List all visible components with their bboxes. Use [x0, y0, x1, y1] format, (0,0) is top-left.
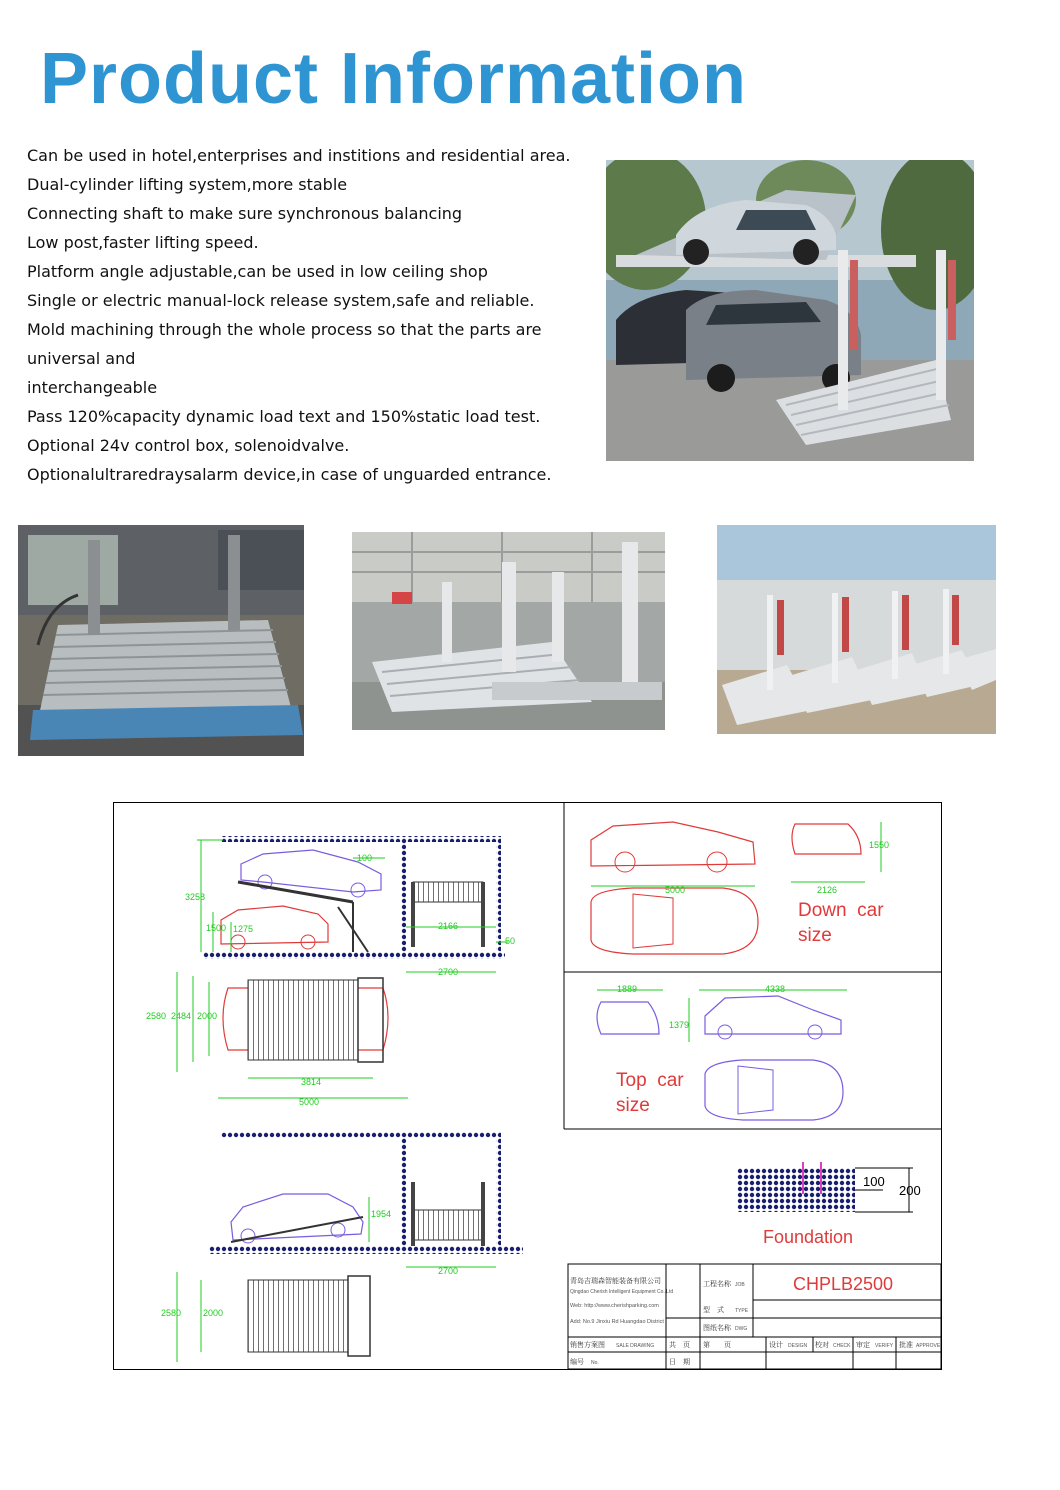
feature-item: universal and [27, 349, 136, 368]
verify-label-en: VERIFY [875, 1343, 894, 1349]
dwg-label-cn: 图纸名称 [703, 1325, 731, 1332]
sale-drawing-en: SALE DRAWING [616, 1343, 655, 1349]
type-label-en: TYPE [735, 1308, 749, 1314]
dwg-label-en: DWG [735, 1326, 748, 1332]
dim-3258: 3258 [185, 892, 206, 902]
dim-2580-top: 2580 [146, 1011, 167, 1021]
company-name-en: Qingdao Cherish Intelligent Equipment Co.,Ltd [570, 1289, 674, 1295]
factory-photo [352, 532, 665, 730]
approve-label-cn: 批准 [899, 1342, 913, 1349]
dim-4338: 4338 [765, 984, 786, 994]
down-car-size-label: size [798, 925, 832, 946]
company-web: Web: http://www.cherishparking.com [570, 1303, 659, 1309]
approve-label-en: APPROVE [916, 1343, 941, 1349]
number-label-en: No. [591, 1360, 599, 1366]
check-label-cn: 校对 [815, 1342, 829, 1349]
dim-100: 100 [357, 853, 373, 863]
dim-50: 50 [505, 936, 516, 946]
down-car-label: Down car [798, 900, 884, 921]
company-address: Add: No.9 Jinxiu Rd Huangdao District [570, 1319, 664, 1325]
dim-3814: 3814 [301, 1077, 322, 1087]
dim-2000-bottom: 2000 [203, 1308, 224, 1318]
model-number: CHPLB2500 [793, 1274, 894, 1294]
foundation-dim-100: 100 [863, 1174, 885, 1189]
parking-lift-photo [606, 160, 974, 461]
top-car-label: Top car [616, 1070, 684, 1091]
project-label-cn: 工程名称 [703, 1281, 731, 1288]
feature-item: Dual-cylinder lifting system,more stable [27, 175, 348, 194]
foundation-label: Foundation [763, 1227, 854, 1247]
feature-item: Single or electric manual-lock release system,safe and reliable. [27, 291, 535, 310]
total-pages-cn: 共 页 [669, 1342, 690, 1349]
foundation-dim-200: 200 [899, 1183, 921, 1198]
dim-1550: 1550 [869, 840, 890, 850]
sale-drawing-cn: 销售方案图 [570, 1342, 605, 1349]
dim-1954: 1954 [371, 1209, 392, 1219]
feature-item: Mold machining through the whole process so that the parts are [27, 320, 542, 339]
design-label-cn: 设计 [769, 1342, 783, 1349]
dim-1889: 1889 [617, 984, 638, 994]
platform-photo [18, 525, 304, 756]
dim-2484: 2484 [171, 1011, 192, 1021]
feature-list [27, 141, 587, 489]
feature-item: interchangeable [27, 378, 158, 397]
date-label-cn: 日 期 [669, 1359, 690, 1366]
technical-drawing [113, 802, 943, 1377]
dim-1500: 1500 [206, 923, 227, 933]
feature-item: Optional 24v control box, solenoidvalve. [27, 436, 350, 455]
dim-1275: 1275 [233, 924, 254, 934]
number-label-cn: 编号 [570, 1359, 584, 1366]
feature-item: Connecting shaft to make sure synchronous balancing [27, 204, 463, 223]
feature-item: Pass 120%capacity dynamic load text and 150%static load test. [27, 407, 541, 426]
dim-2700-bottom: 2700 [438, 1266, 459, 1276]
company-name-cn: 青岛吉瑞森智能装备有限公司 [570, 1278, 661, 1285]
dim-2166: 2166 [438, 921, 459, 931]
outdoor-lifts-photo [717, 525, 996, 734]
type-label-cn: 型 式 [703, 1307, 724, 1314]
feature-item: Can be used in hotel,enterprises and institions and residential area. [27, 146, 571, 165]
dim-5000-plan: 5000 [299, 1097, 320, 1107]
dim-5000-down: 5000 [665, 885, 686, 895]
dim-2700-top: 2700 [438, 967, 459, 977]
top-car-size-label: size [616, 1095, 650, 1116]
dim-2126: 2126 [817, 885, 838, 895]
verify-label-cn: 审定 [856, 1342, 870, 1349]
page-number-cn: 第 页 [703, 1342, 731, 1349]
project-label-en: JOB [735, 1282, 745, 1288]
check-label-en: CHECK [833, 1343, 851, 1349]
dim-2580-bottom: 2580 [161, 1308, 182, 1318]
feature-item: Platform angle adjustable,can be used in low ceiling shop [27, 262, 488, 281]
dim-2000-top: 2000 [197, 1011, 218, 1021]
feature-item: Low post,faster lifting speed. [27, 233, 259, 252]
feature-item: Optionalultraredraysalarm device,in case of unguarded entrance. [27, 465, 552, 484]
design-label-en: DESIGN [788, 1343, 808, 1349]
page-title: Product Information [40, 39, 747, 119]
dim-1379: 1379 [669, 1020, 690, 1030]
